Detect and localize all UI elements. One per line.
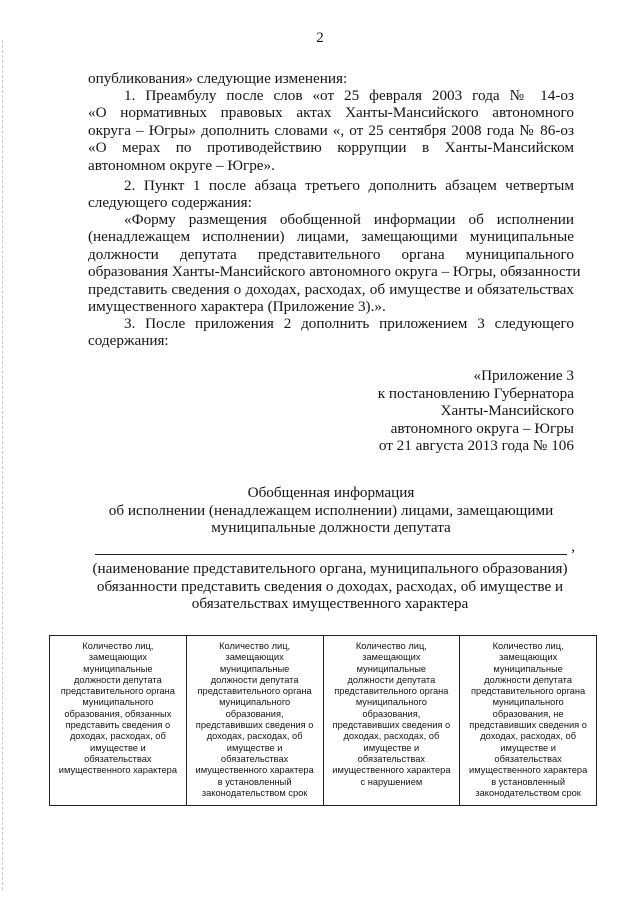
- text-line: «Форму размещения обобщенной информации об исполнении: [124, 211, 574, 228]
- table-header-cell: [460, 636, 597, 806]
- table-header-line: имущественного характера: [195, 765, 314, 776]
- text-line: 1. Преамбулу после слов «от 25 февраля 2003 года № 14-оз: [124, 87, 574, 104]
- page-number: 2: [316, 30, 324, 46]
- table-header-line: представительного органа: [471, 686, 586, 697]
- title-line: об исполнении (ненадлежащем исполнении) лицами, замещающими: [108, 501, 554, 519]
- table-header-line: доходах, расходах, об: [69, 731, 166, 742]
- table-header-line: должности депутата: [347, 674, 436, 685]
- table-header-line: обязательствах: [494, 753, 562, 764]
- table-header-line: замещающих: [88, 652, 148, 663]
- table-header-line: представительного органа: [334, 686, 449, 697]
- text-line: имущественного характера (Приложение 3).».: [88, 298, 386, 316]
- table-header-line: замещающих: [225, 652, 284, 663]
- appendix-line: к постановлению Губернатора: [377, 384, 574, 402]
- scan-edge-mark: [2, 40, 4, 890]
- table-header-line: имуществе и: [500, 742, 556, 753]
- document-subtitle: [70, 560, 590, 613]
- text-line: опубликования» следующие изменения:: [88, 70, 348, 87]
- table-header-line: законодательством срок: [475, 787, 581, 798]
- paragraph-intro: [88, 70, 574, 87]
- table-header-line: представивших сведения о: [332, 720, 451, 731]
- table-header-line: имущественного характера: [58, 765, 177, 776]
- text-line: автономном округе – Югре».: [88, 156, 275, 174]
- table-header-line: представить сведения о: [65, 720, 171, 731]
- table-header-line: Количество лиц,: [355, 641, 427, 651]
- subtitle-line: обязательствах имущественного характера: [191, 595, 469, 613]
- text-line: 2. Пункт 1 после абзаца третьего дополнить абзацем четвертым: [124, 177, 574, 194]
- table-header-line: в установленный: [491, 776, 566, 787]
- trailing-comma: ,: [571, 539, 575, 555]
- title-line: Обобщенная информация: [247, 484, 415, 501]
- underline: [95, 554, 567, 555]
- table-header-line: Количество лиц,: [82, 641, 154, 651]
- table-header-line: имущественного характера: [332, 765, 451, 776]
- table-header-line: с нарушением: [360, 776, 423, 787]
- table-header-line: образования, не: [492, 708, 564, 719]
- text-line: образования Ханты-Мансийского автономного округа – Югры, обязанности: [88, 263, 581, 281]
- table-header-line: обязательствах: [220, 753, 289, 764]
- table-header-line: представивших сведения о: [195, 720, 314, 731]
- paragraph-item-3: [88, 315, 574, 350]
- text-line: (ненадлежащем исполнении) лицами, замещающими муниципальные: [88, 228, 574, 246]
- table-header-line: обязательствах: [357, 753, 426, 764]
- table-header-line: муниципального: [492, 697, 564, 708]
- table-header-line: образования, обязанных: [64, 708, 172, 719]
- appendix-line: Ханты-Мансийского: [440, 402, 574, 420]
- appendix-header: [378, 367, 574, 455]
- info-table-grid: [49, 635, 597, 806]
- table-header-line: образования,: [362, 708, 421, 719]
- table-header-line: муниципального: [219, 697, 291, 708]
- paragraph-item-2: [88, 177, 574, 212]
- appendix-line: «Приложение 3: [473, 367, 574, 384]
- table-header-line: законодательством срок: [201, 787, 308, 798]
- subtitle-line: обязанности представить сведения о доходах, расходах, об имуществе и: [96, 577, 564, 595]
- table-header-line: доходах, расходах, об: [206, 731, 303, 742]
- table-header-line: имуществе и: [363, 742, 420, 753]
- table-header-line: доходах, расходах, об: [480, 731, 577, 742]
- table-header-line: обязательствах: [84, 753, 152, 764]
- table-header-line: доходах, расходах, об: [343, 731, 440, 742]
- table-header-line: муниципальные: [356, 663, 427, 674]
- table-header-line: должности депутата: [210, 674, 299, 685]
- subtitle-line: (наименование представительного органа, муниципального образования): [92, 560, 568, 577]
- table-header-line: представивших сведения о: [469, 720, 587, 731]
- table-header-line: имущественного характера: [469, 765, 588, 776]
- paragraph-item-1: [88, 87, 574, 174]
- table-header-cell: [186, 636, 323, 806]
- table-header-line: Количество лиц,: [219, 641, 291, 651]
- text-line: содержания:: [88, 332, 169, 350]
- appendix-line: от 21 августа 2013 года № 106: [378, 437, 574, 455]
- table-header-line: должности депутата: [74, 674, 162, 685]
- text-line: представить сведения о доходах, расходах, об имуществе и обязательствах: [88, 280, 574, 298]
- text-line: должности депутата представительного органа муниципального: [88, 245, 574, 263]
- text-line: 3. После приложения 2 дополнить приложением 3 следующего: [124, 315, 574, 332]
- table-header-line: в установленный: [217, 776, 292, 787]
- table-header-line: имуществе и: [226, 742, 283, 753]
- document-title: [88, 484, 574, 537]
- table-header-row: [50, 636, 597, 806]
- table-header-line: замещающих: [362, 652, 421, 663]
- text-line: следующего содержания:: [88, 194, 252, 212]
- table-header-line: муниципального: [355, 697, 427, 708]
- text-line: «О мерах по противодействию коррупции в Ханты-Мансийском: [88, 139, 574, 157]
- table-header-line: муниципальные: [83, 663, 153, 674]
- info-table: [49, 635, 597, 806]
- table-header-line: представительного органа: [60, 686, 175, 697]
- table-header-line: муниципальные: [219, 663, 290, 674]
- table-header-line: замещающих: [498, 652, 558, 663]
- appendix-line: автономного округа – Югры: [390, 419, 574, 437]
- table-header-line: представительного органа: [197, 686, 312, 697]
- table-header-line: должности депутата: [484, 674, 572, 685]
- table-header-line: Количество лиц,: [492, 641, 564, 651]
- table-header-line: имуществе и: [90, 742, 146, 753]
- text-line: «О нормативных правовых актах Ханты-Мансийского автономного: [88, 104, 574, 122]
- paragraph-quote-form: [88, 211, 581, 316]
- table-header-line: муниципальные: [493, 663, 563, 674]
- text-line: округа – Югры» дополнить словами «, от 25 сентября 2008 года № 86-оз: [88, 121, 574, 139]
- title-line: муниципальные должности депутата: [211, 519, 451, 537]
- table-header-line: муниципального: [82, 697, 154, 708]
- table-header-line: образования,: [225, 708, 284, 719]
- table-header-cell: [50, 636, 187, 806]
- table-header-cell: [323, 636, 460, 806]
- blank-fill-line: [95, 541, 575, 559]
